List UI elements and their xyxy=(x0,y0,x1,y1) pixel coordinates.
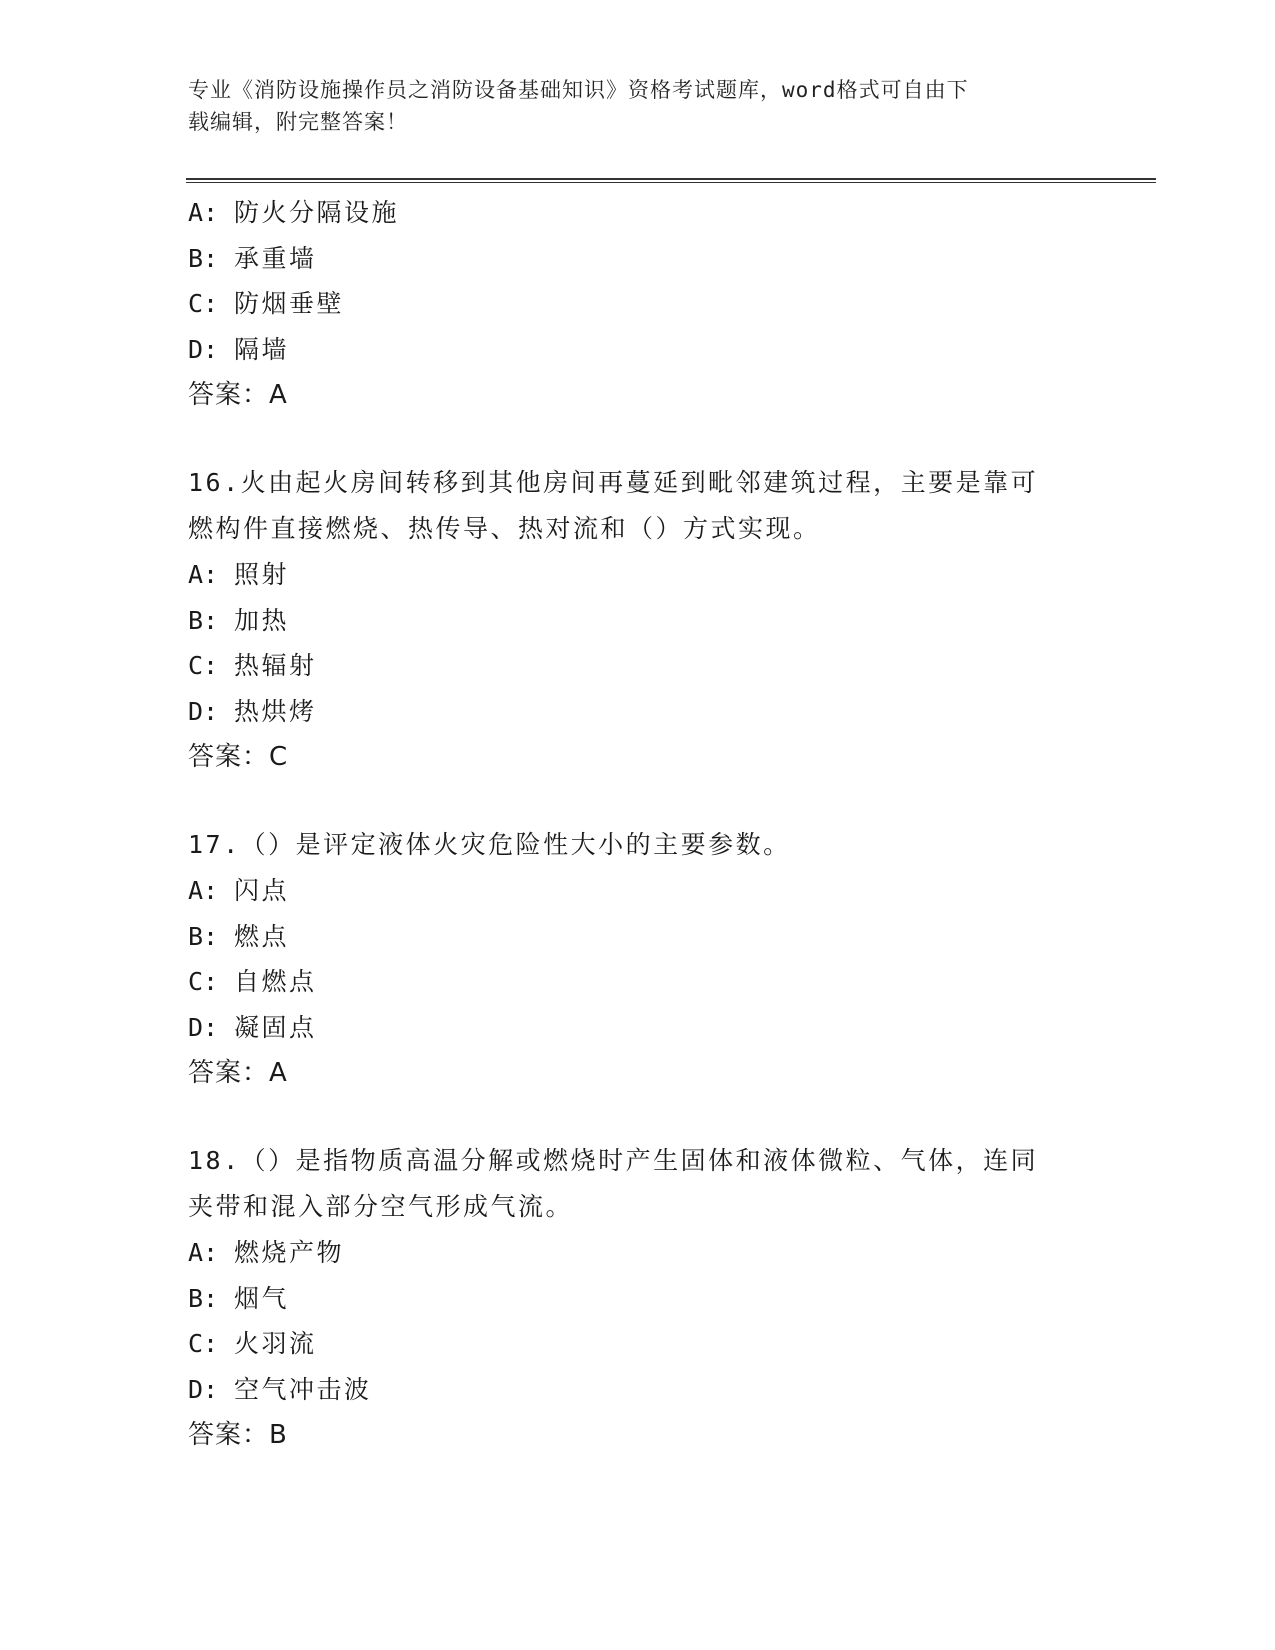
document-header xyxy=(188,74,1088,138)
option-letter: D: xyxy=(188,696,219,726)
option-b xyxy=(188,236,1088,282)
option-text: 热辐射 xyxy=(234,651,317,680)
option-c xyxy=(188,643,1088,689)
option-letter: C: xyxy=(188,967,219,996)
option-text: 防火分隔设施 xyxy=(234,198,400,227)
option-d xyxy=(188,1367,1088,1413)
option-a xyxy=(188,868,1088,914)
question-stem-line-2: 燃构件直接燃烧、热传导、热对流和（）方式实现。 xyxy=(188,514,821,543)
question-stem-line-1: 16.火由起火房间转移到其他房间再蔓延到毗邻建筑过程，主要是靠可 xyxy=(188,468,1039,497)
option-text: 燃点 xyxy=(234,921,290,951)
question-17 xyxy=(188,822,1088,1096)
option-letter: B: xyxy=(188,605,219,635)
answer-line: 答案：B xyxy=(188,1420,288,1450)
option-d xyxy=(188,689,1088,735)
option-text: 燃烧产物 xyxy=(234,1238,345,1267)
option-d xyxy=(188,1005,1088,1051)
option-letter: A: xyxy=(188,1238,219,1267)
option-text: 隔墙 xyxy=(234,334,290,364)
option-a xyxy=(188,1230,1088,1276)
option-b xyxy=(188,1276,1088,1322)
option-c xyxy=(188,1321,1088,1367)
option-letter: A: xyxy=(188,198,219,227)
option-letter: D: xyxy=(188,1374,219,1404)
option-b xyxy=(188,914,1088,960)
option-d xyxy=(188,327,1088,373)
option-text: 自燃点 xyxy=(234,967,317,996)
option-letter: A: xyxy=(188,876,219,905)
option-text: 防烟垂壁 xyxy=(234,289,345,318)
option-c xyxy=(188,959,1088,1005)
option-c xyxy=(188,281,1088,327)
option-a xyxy=(188,190,1088,236)
question-stem-line-2: 夹带和混入部分空气形成气流。 xyxy=(188,1192,574,1221)
option-b xyxy=(188,598,1088,644)
option-letter: C: xyxy=(188,1329,219,1358)
option-text: 加热 xyxy=(234,605,290,635)
option-letter: D: xyxy=(188,1012,219,1042)
option-text: 火羽流 xyxy=(234,1329,317,1358)
question-list xyxy=(188,190,1088,1458)
option-letter: B: xyxy=(188,243,219,273)
option-text: 照射 xyxy=(234,560,290,589)
option-text: 空气冲击波 xyxy=(234,1374,372,1404)
answer-line: 答案：A xyxy=(188,380,288,410)
option-letter: D: xyxy=(188,334,219,364)
option-letter: B: xyxy=(188,921,219,951)
option-letter: C: xyxy=(188,289,219,318)
option-text: 凝固点 xyxy=(234,1012,317,1042)
question-stem-line-1: 17.（）是评定液体火灾危险性大小的主要参数。 xyxy=(188,830,791,859)
answer-line: 答案：A xyxy=(188,1058,288,1088)
option-text: 烟气 xyxy=(234,1283,290,1313)
header-title-line-1: 专业《消防设施操作员之消防设备基础知识》资格考试题库，word格式可自由下 xyxy=(188,78,969,102)
header-title-line-2: 载编辑，附完整答案！ xyxy=(188,110,408,134)
option-text: 热烘烤 xyxy=(234,696,317,726)
header-divider xyxy=(186,178,1156,183)
question-16 xyxy=(188,460,1088,780)
option-text: 承重墙 xyxy=(234,243,317,273)
option-letter: A: xyxy=(188,560,219,589)
option-text: 闪点 xyxy=(234,876,290,905)
question-18 xyxy=(188,1138,1088,1458)
option-letter: C: xyxy=(188,651,219,680)
option-a xyxy=(188,552,1088,598)
question-15 xyxy=(188,190,1088,418)
question-stem-line-1: 18.（）是指物质高温分解或燃烧时产生固体和液体微粒、气体，连同 xyxy=(188,1146,1039,1175)
option-letter: B: xyxy=(188,1283,219,1313)
answer-line: 答案：C xyxy=(188,742,289,772)
